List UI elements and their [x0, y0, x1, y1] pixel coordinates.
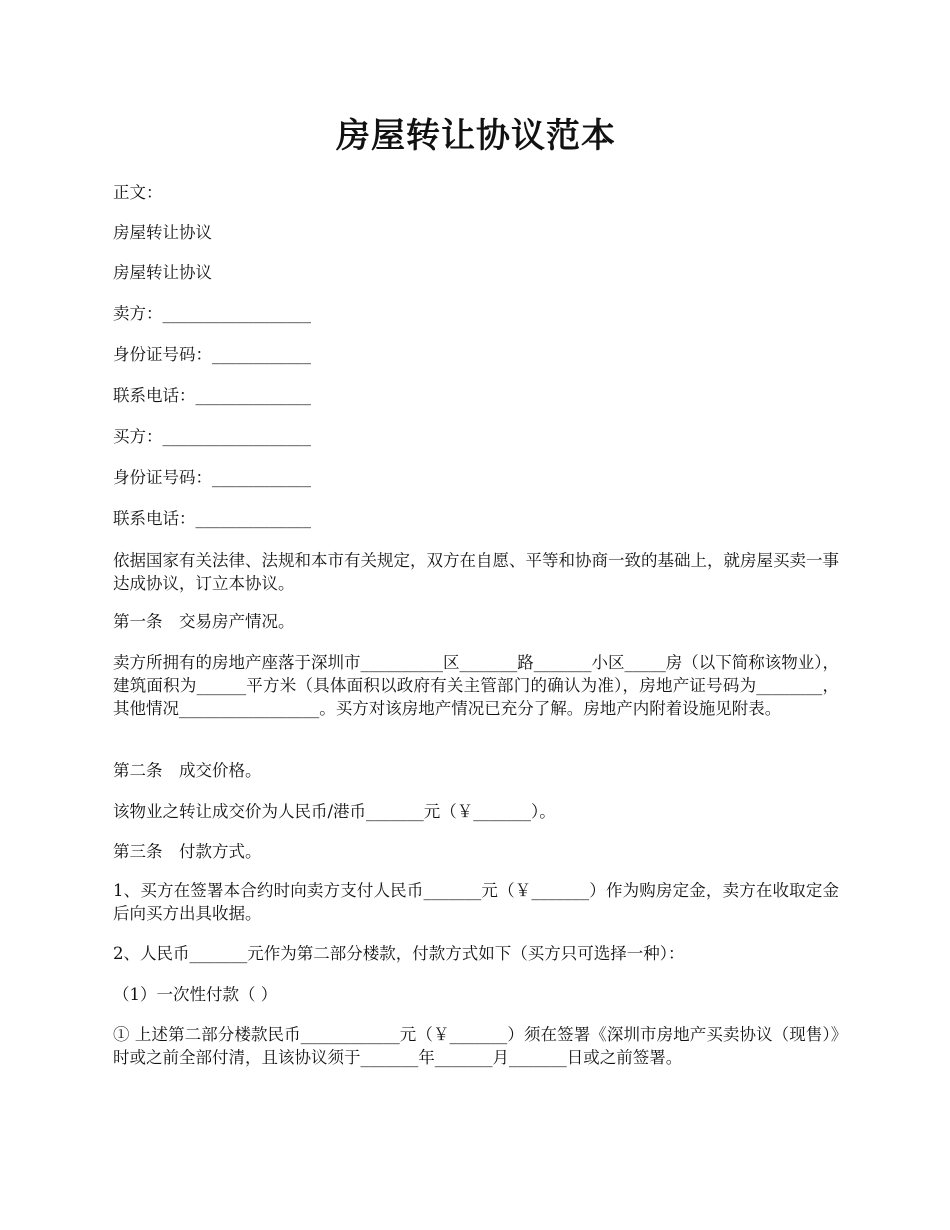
- paragraph-buyer-phone: 联系电话：______________: [113, 509, 311, 528]
- article-2-body: 该物业之转让成交价为人民币/港币_______元（￥_______）。: [113, 802, 556, 821]
- document-title: 房屋转让协议范本: [336, 116, 616, 156]
- paragraph-heading: 房屋转让协议: [113, 223, 212, 242]
- article-3-item-1: 1、买方在签署本合约时向卖方支付人民币_______元（￥_______）作为购房定金，卖方在收取定金后向买方出具收据。: [113, 881, 839, 923]
- paragraph-seller: 卖方：__________________: [113, 304, 311, 323]
- article-3-item-2: 2、人民币_______元作为第二部分楼款，付款方式如下（买方只可选择一种）：: [113, 944, 685, 963]
- payment-option-1-detail: ① 上述第二部分楼款民币____________元（￥_______）须在签署《深圳市房地产买卖协议（现售）》时或之前全部付清，且该协议须于_______年_______月_______日或之前签署。: [113, 1025, 839, 1067]
- paragraph-body-label: 正文：: [113, 183, 163, 202]
- paragraph-heading: 房屋转让协议: [113, 263, 212, 282]
- article-2-heading: 第二条 成交价格。: [113, 761, 262, 780]
- paragraph-preamble: 依据国家有关法律、法规和本市有关规定，双方在自愿、平等和协商一致的基础上，就房屋买卖一事达成协议，订立本协议。: [113, 551, 839, 593]
- article-3-heading: 第三条 付款方式。: [113, 842, 262, 861]
- article-1-heading: 第一条 交易房产情况。: [113, 612, 295, 631]
- payment-option-1: （1）一次性付款（ ）: [113, 985, 278, 1004]
- paragraph-buyer-id: 身份证号码：____________: [113, 468, 311, 487]
- article-1-body: 卖方所拥有的房地产座落于深圳市__________区_______路_______小区_____房（以下简称该物业），建筑面积为______平方米（具体面积以政府有关主管部门的确认为准），房地产证号码为________，其他情况_________________。买方对该房地产情况已充分了解。房地产内附着设施见附表。: [113, 653, 839, 718]
- paragraph-seller-phone: 联系电话：______________: [113, 386, 311, 405]
- paragraph-buyer: 买方：__________________: [113, 427, 311, 446]
- paragraph-seller-id: 身份证号码：____________: [113, 345, 311, 364]
